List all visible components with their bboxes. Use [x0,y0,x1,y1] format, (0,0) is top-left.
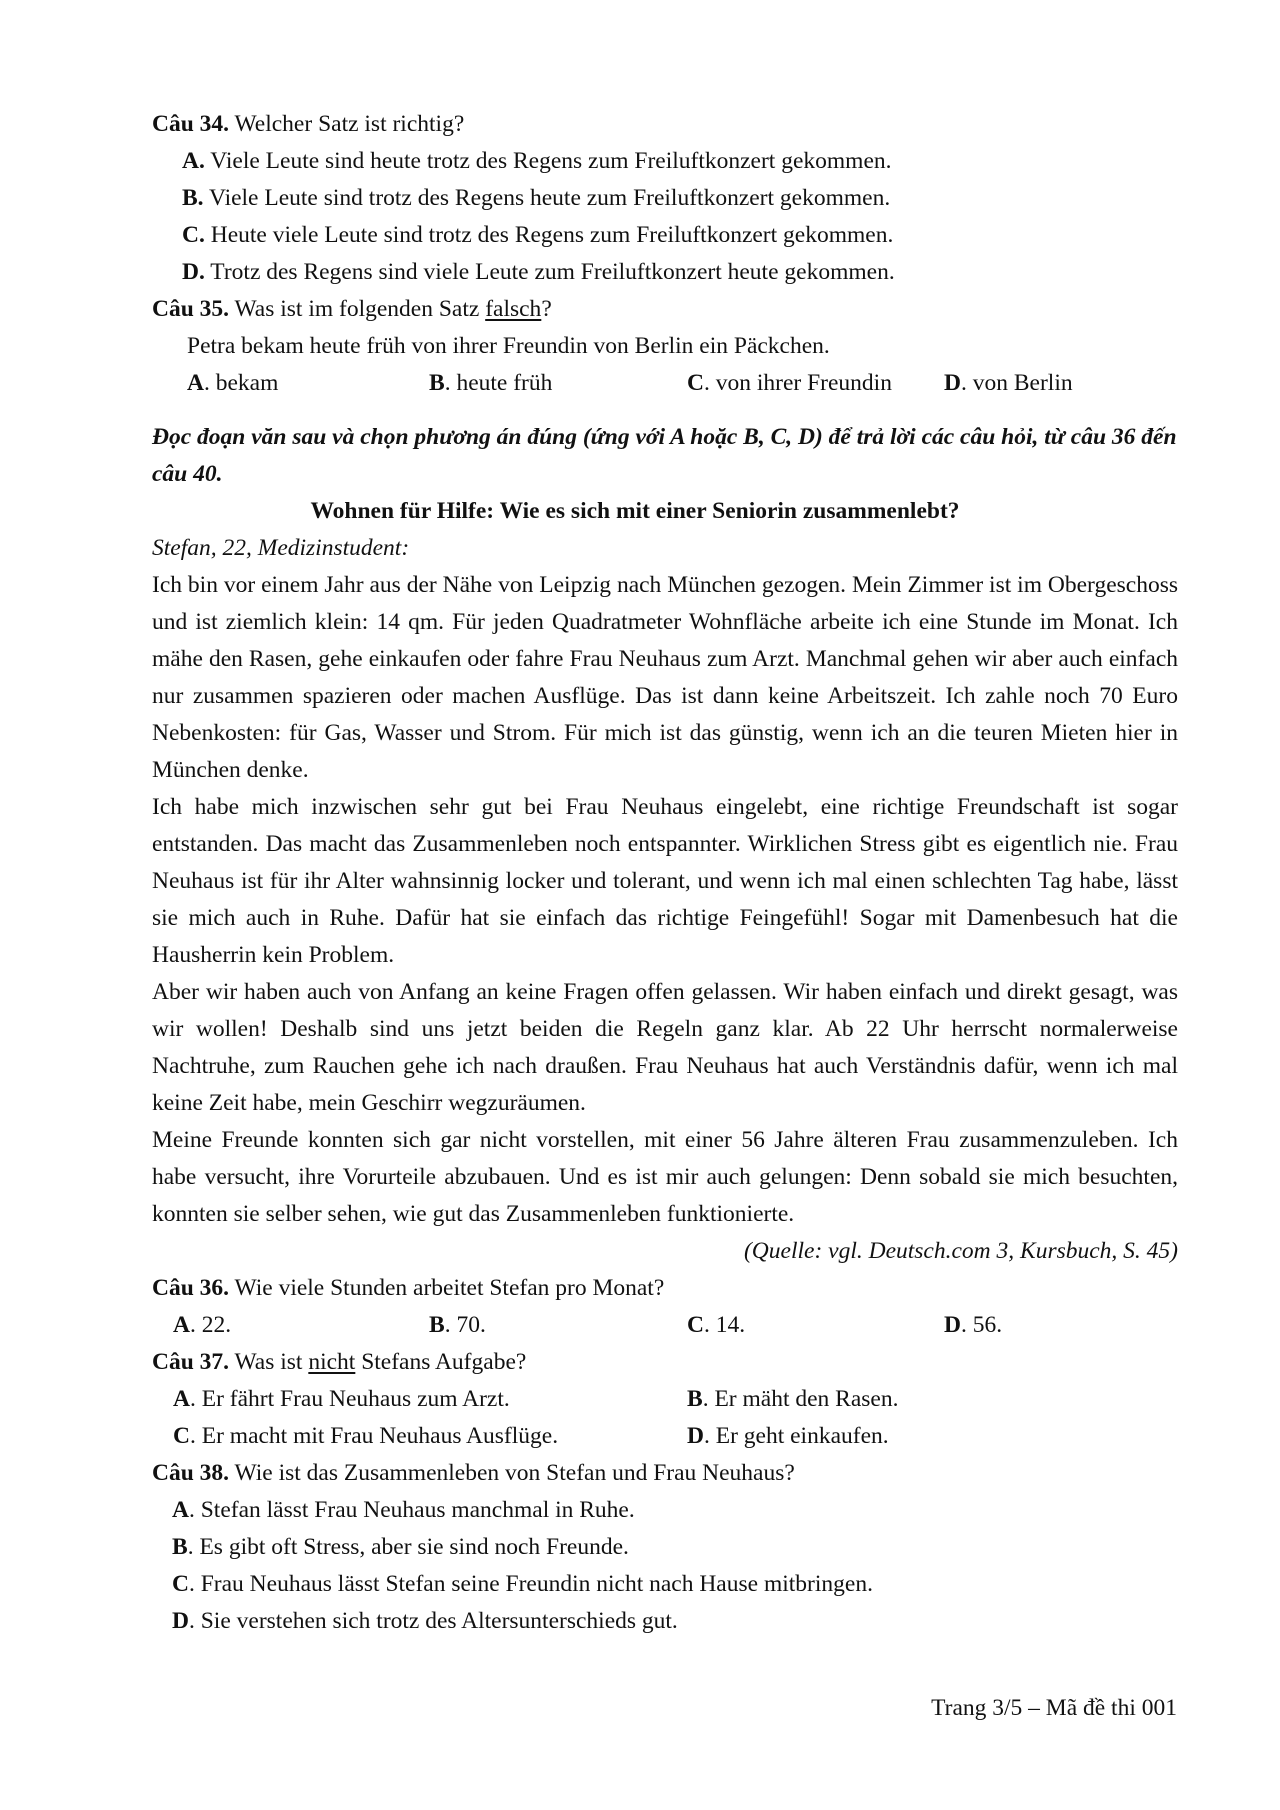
question-text-end: ? [541,296,552,322]
option-c [687,365,892,402]
option-text: . Er macht mit Frau Neuhaus Ausflüge. [189,1423,559,1449]
passage-paragraph: Meine Freunde konnten sich gar nicht vorstellen, mit einer 56 Jahre älteren Frau zusammenzuleben. Ich habe versucht, ihre Vorurteile abzubauen. Und es ist mir auch gelungen: Denn sobald sie mich besuchten, konnten sie selber sehen, wie gut das Zusammenleben funktionierte. [152,1127,1178,1227]
option-text: . Er fährt Frau Neuhaus zum Arzt. [189,1386,510,1412]
option-b [429,365,552,402]
option-letter: D. [182,259,205,285]
option-text: . 14. [703,1312,746,1338]
option-letter: B [687,1386,703,1412]
option-text: . Er mäht den Rasen. [702,1386,899,1412]
option-letter: C [172,1571,189,1597]
option-text: . Frau Neuhaus lässt Stefan seine Freundin nicht nach Hause mitbringen. [188,1571,873,1597]
question-37 [152,1344,1178,1381]
option-c [152,217,1178,254]
option-d [944,365,1073,402]
passage-paragraph: Ich habe mich inzwischen sehr gut bei Frau Neuhaus eingelebt, eine richtige Freundschaft ist sogar entstanden. Das macht das Zusammenleben noch entspannter. Wirklichen Stress gibt es eigentlich nie. Frau Neuhaus ist für ihr Alter wahnsinnig locker und tolerant, und wenn ich mal einen schlechten Tag habe, lässt sie mich auch in Ruhe. Dafür hat sie einfach das richtige Feingefühl! Sogar mit Damenbesuch hat die Hausherrin kein Problem. [152,794,1178,968]
underlined-word: nicht [308,1349,356,1375]
question-36 [152,1270,1178,1307]
option-text: . 70. [444,1312,486,1338]
option-text: . 56. [960,1312,1003,1338]
option-letter: C [173,1423,190,1449]
underlined-word: falsch [485,296,542,322]
option-a [173,1381,510,1418]
option-text: . Sie verstehen sich trotz des Altersunterschieds gut. [188,1608,678,1634]
option-letter: B. [182,185,204,211]
options-row [152,1381,1178,1418]
reading-instruction: Đọc đoạn văn sau và chọn phương án đúng (ứng với A hoặc B, C, D) để trả lời các câu hỏi, từ câu 36 đến câu 40. [152,424,1177,487]
option-d [944,1307,1002,1344]
passage-paragraph: Ich bin vor einem Jahr aus der Nähe von Leipzig nach München gezogen. Mein Zimmer ist im Obergeschoss und ist ziemlich klein: 14 qm. Für jeden Quadratmeter Wohnfläche arbeite ich eine Stunde im Monat. Ich mähe den Rasen, gehe einkaufen oder fahre Frau Neuhaus zum Arzt. Manchmal gehen wir aber auch einfach nur zusammen spazieren oder machen Ausflüge. Das ist dann keine Arbeitszeit. Ich zahle noch 70 Euro Nebenkosten: für Gas, Wasser und Strom. Für mich ist das günstig, wenn ich an die teuren Mieten hier in München denke. [152,572,1178,783]
question-text: Welcher Satz ist richtig? [229,111,465,137]
option-text: . Stefan lässt Frau Neuhaus manchmal in Ruhe. [188,1497,635,1523]
question-text: Wie viele Stunden arbeitet Stefan pro Monat? [229,1275,665,1301]
option-letter: B [429,370,445,396]
option-text: Viele Leute sind trotz des Regens heute zum Freiluftkonzert gekommen. [203,185,891,211]
options-row [152,1307,1178,1344]
passage-title: Wohnen für Hilfe: Wie es sich mit einer Seniorin zusammenlebt? [310,498,960,524]
option-text: . 22. [189,1312,232,1338]
option-text: Viele Leute sind heute trotz des Regens zum Freiluftkonzert gekommen. [204,148,892,174]
option-text: Trotz des Regens sind viele Leute zum Freiluftkonzert heute gekommen. [204,259,895,285]
option-letter: A [173,1386,190,1412]
option-letter: D [944,370,961,396]
passage-source: (Quelle: vgl. Deutsch.com 3, Kursbuch, S. 45) [743,1238,1178,1264]
question-35 [152,291,1178,328]
question-number: Câu 34. [152,111,230,137]
options-row [152,1418,1178,1455]
option-b [152,1529,1178,1566]
question-38 [152,1455,1178,1492]
passage-paragraph: Aber wir haben auch von Anfang an keine Fragen offen gelassen. Wir haben einfach und direkt gesagt, was wir wollen! Deshalb sind uns jetzt beiden die Regeln ganz klar. Ab 22 Uhr herrscht normalerweise Nachtruhe, zum Rauchen gehe ich nach draußen. Frau Neuhaus hat auch Verständnis dafür, wenn ich mal keine Zeit habe, mein Geschirr wegzuräumen. [152,979,1178,1116]
option-a [152,143,1178,180]
option-a [187,365,278,402]
question-text: Was ist im folgenden Satz [229,296,486,322]
option-letter: B [429,1312,445,1338]
option-letter: B [172,1534,188,1560]
option-a [173,1307,231,1344]
option-b [687,1381,898,1418]
option-letter: D [687,1423,704,1449]
option-letter: C [687,1312,704,1338]
option-letter: C [687,370,704,396]
option-letter: C. [182,222,205,248]
question-text-end: Stefans Aufgabe? [355,1349,527,1375]
option-text: . bekam [203,370,279,396]
option-text: Heute viele Leute sind trotz des Regens zum Freiluftkonzert gekommen. [204,222,894,248]
question-text: Wie ist das Zusammenleben von Stefan und Frau Neuhaus? [229,1460,795,1486]
option-text: . Er geht einkaufen. [703,1423,889,1449]
option-letter: A. [182,148,205,174]
question-34 [152,106,1178,143]
question-text: Was ist [229,1349,309,1375]
option-text: . heute früh [444,370,553,396]
option-text: . von ihrer Freundin [703,370,892,396]
option-letter: A [187,370,204,396]
option-b [152,180,1178,217]
options-row [152,365,1178,402]
option-text: . von Berlin [960,370,1073,396]
option-c [152,1566,1178,1603]
option-letter: D [172,1608,189,1634]
option-d [152,1603,1178,1640]
option-b [429,1307,486,1344]
question-number: Câu 38. [152,1460,230,1486]
question-number: Câu 36. [152,1275,230,1301]
option-c [687,1307,745,1344]
option-text: . Es gibt oft Stress, aber sie sind noch Freunde. [187,1534,629,1560]
option-letter: A [172,1497,189,1523]
option-d [687,1418,889,1455]
option-d [152,254,1178,291]
spacer [152,402,1178,419]
option-letter: A [173,1312,190,1338]
question-number: Câu 37. [152,1349,230,1375]
page-footer: Trang 3/5 – Mã đề thi 001 [931,1695,1177,1721]
passage-author: Stefan, 22, Medizinstudent: [152,535,410,561]
option-c [173,1418,558,1455]
question-sentence: Petra bekam heute früh von ihrer Freundin von Berlin ein Päckchen. [187,333,830,359]
option-a [152,1492,1178,1529]
page-content [152,106,1178,1640]
option-letter: D [944,1312,961,1338]
question-number: Câu 35. [152,296,230,322]
